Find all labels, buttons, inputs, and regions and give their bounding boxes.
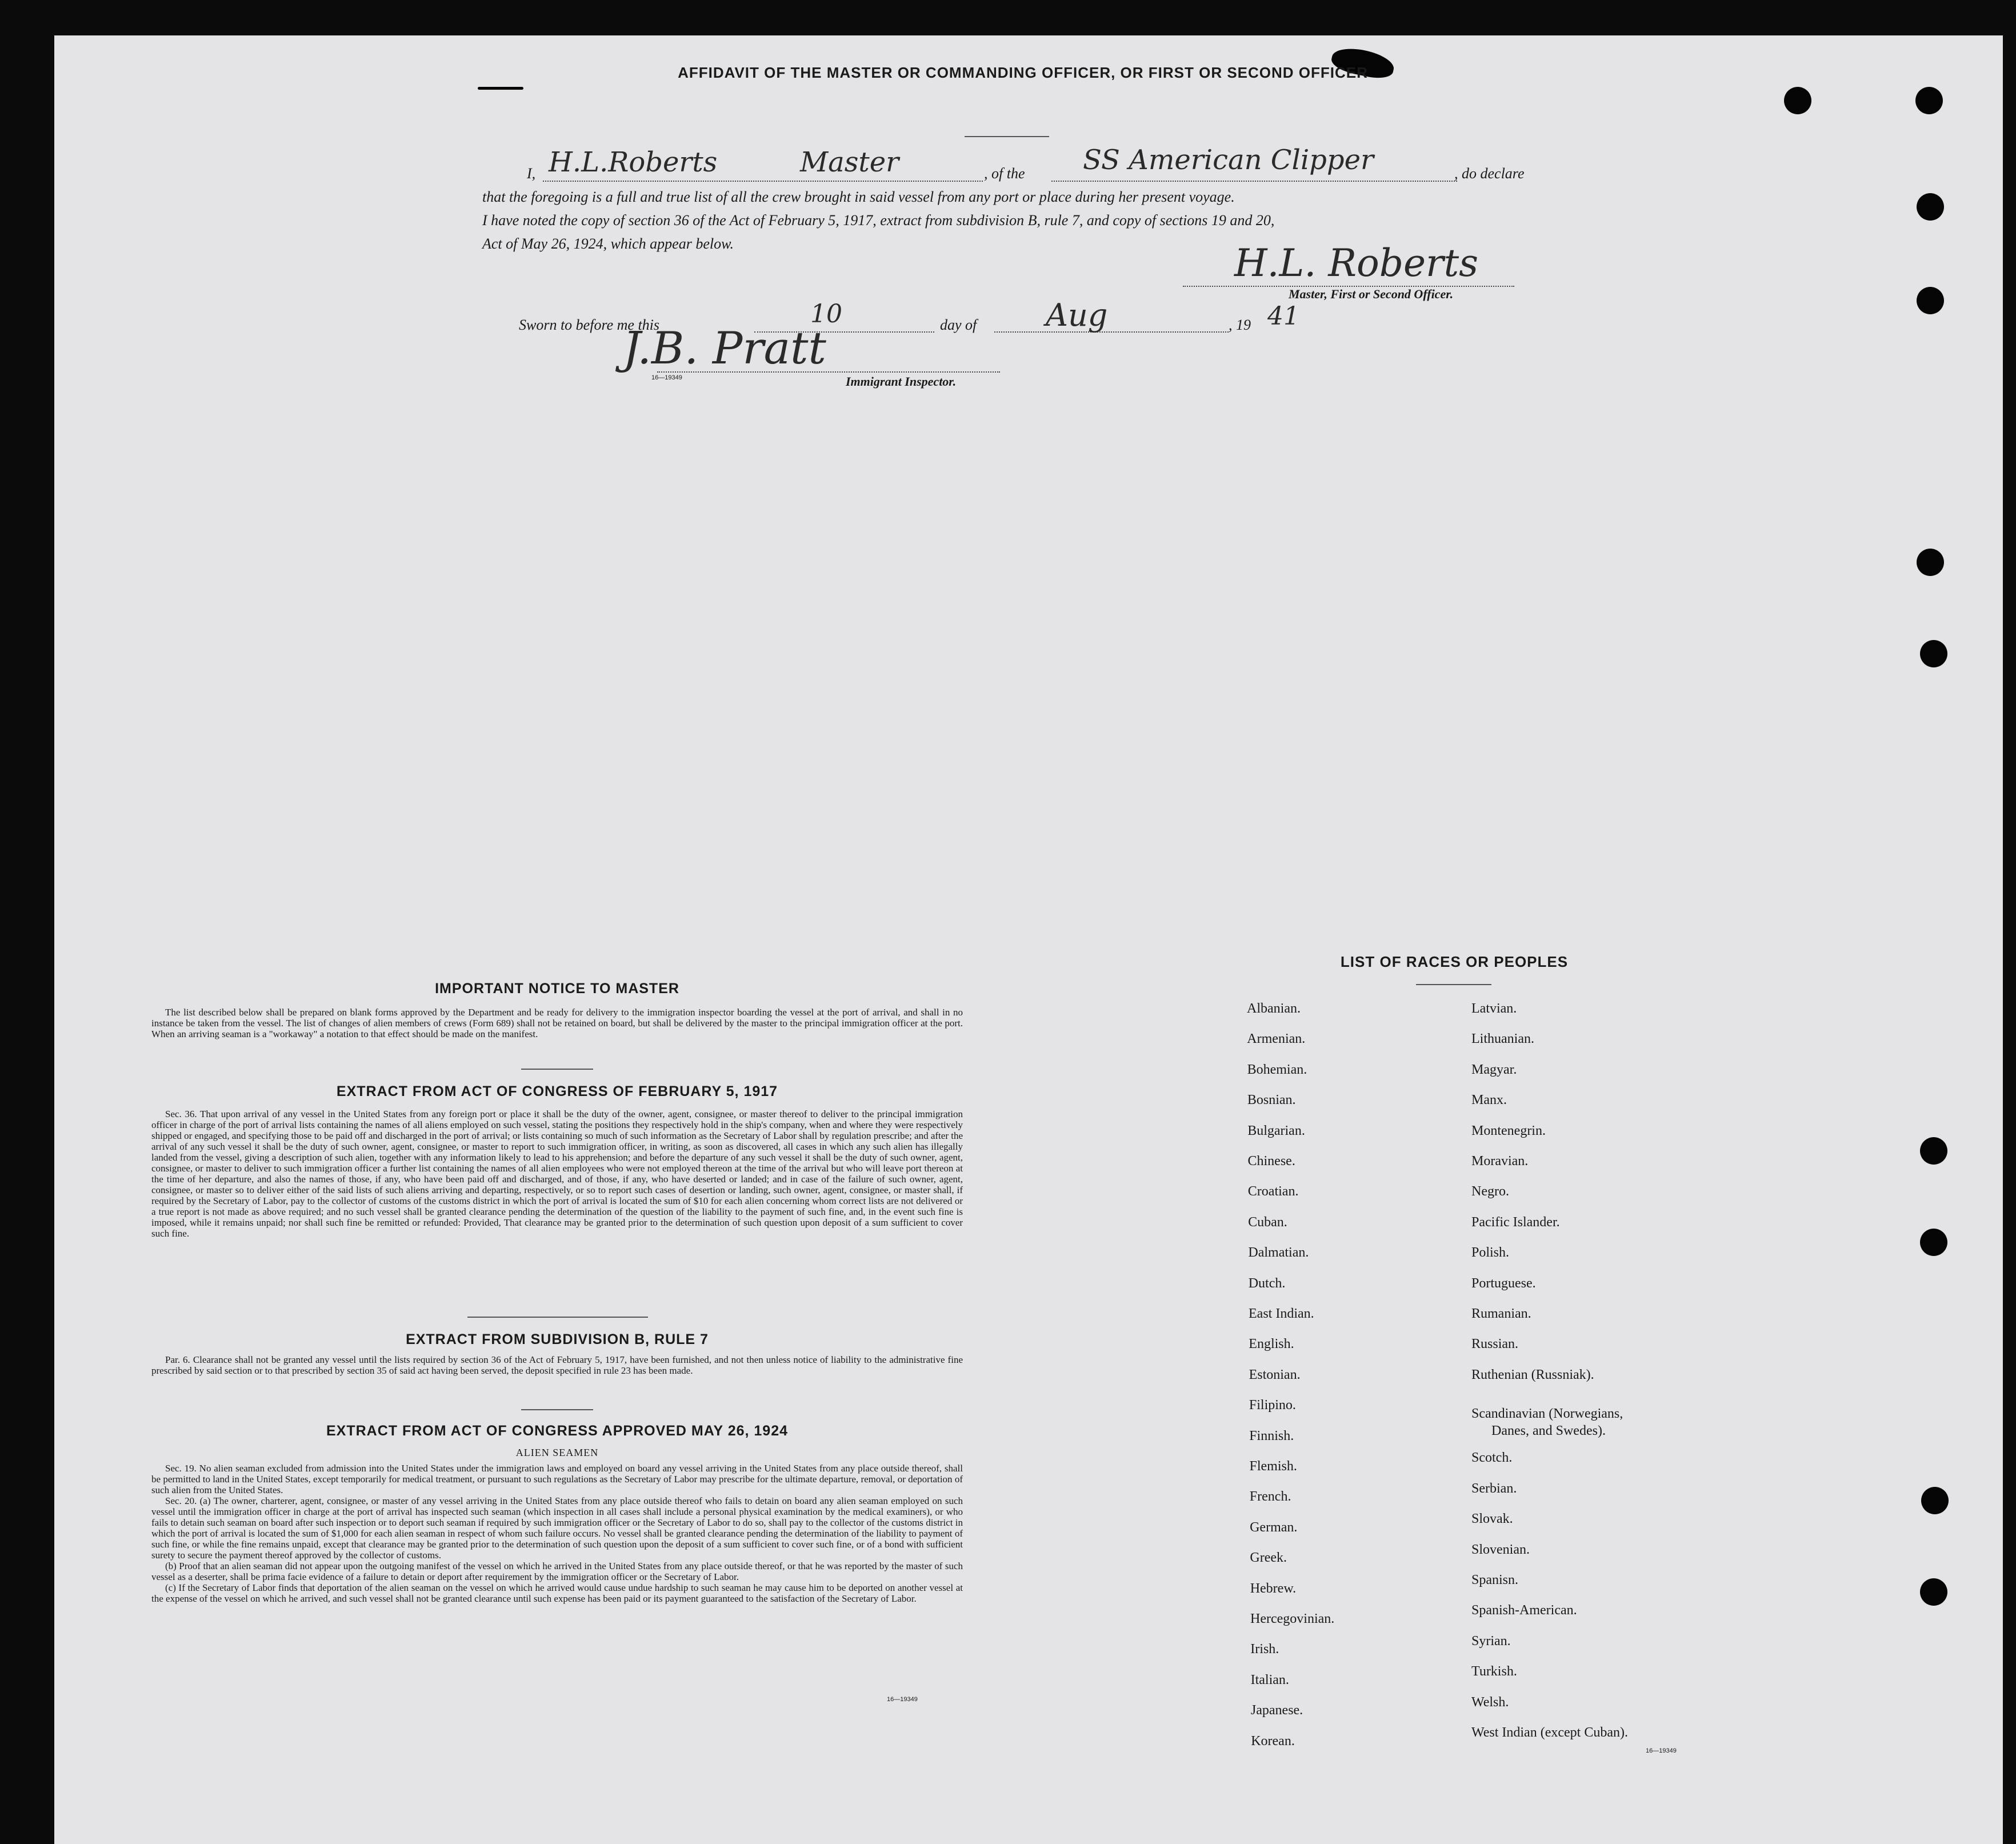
subdivision-b-text	[151, 1354, 963, 1376]
day-handwritten: 10	[810, 299, 842, 329]
alien-seamen-subtitle: ALIEN SEAMEN	[515, 1447, 599, 1458]
section-rule	[521, 1409, 593, 1410]
races-title: LIST OF RACES OR PEOPLES	[1340, 953, 1569, 970]
race-item: Latvian.	[1471, 1001, 1517, 1016]
race-item: Slovak.	[1471, 1511, 1513, 1527]
extract-1917-text	[151, 1109, 963, 1239]
races-form-number: 16—19349	[1646, 1747, 1677, 1754]
race-item: Negro.	[1471, 1184, 1509, 1199]
race-item: Dalmatian.	[1248, 1245, 1309, 1261]
notice-title: IMPORTANT NOTICE TO MASTER	[435, 981, 679, 997]
race-item: Magyar.	[1471, 1062, 1517, 1077]
day-of-label: day of	[940, 317, 977, 333]
race-item: West Indian (except Cuban).	[1471, 1725, 1628, 1740]
section-20a-paragraph: Sec. 20. (a) The owner, charterer, agent, consignee, or master of any vessel arriving in the United States from any place outside thereof who fails to detain on board any alien seaman employed on such vessel until the immigration officer in charge at the port of arrival has inspected such seaman (which inspection in all cases shall include a personal physical examination by the medical examiners), or who fails to detain such seaman on board after such inspection or to deport such seaman if required by such immigration officer or the Secretary of Labor to do so, shall pay to the collector of the customs district in which the port of arrival is located the sum of $1,000 for each alien seaman in respect of whom such failure occurs. No vessel shall be granted clearance pending the determination of the liability to payment of such fine, or while the fine remains unpaid, except that clearance may be granted prior to the determination of such question upon the deposit of a sum sufficient to cover such fine, or of a bond with sufficient surety to secure the payment thereof approved by the collector of customs.	[151, 1495, 963, 1561]
binder-hole	[1784, 87, 1811, 114]
race-item: Welsh.	[1471, 1694, 1509, 1710]
inspector-line	[657, 371, 1000, 373]
sworn-label: Sworn to before me this	[519, 317, 660, 333]
race-item: Japanese.	[1250, 1703, 1303, 1718]
section-36-paragraph: Sec. 36. That upon arrival of any vessel in the United States from any foreign port or place it shall be the duty of the owner, agent, consignee, or master thereof to deliver to the principal immigration officer in charge of the port of arrival lists containing the names of all aliens employed on such vessel, stating the positions they respectively hold in the ship's company, when and where they were respectively shipped or engaged, and specifying those to be paid off and discharged in the port of arrival; or lists containing so much of such information as the Secretary of Labor shall by regulation prescribe; and after the arrival of any such vessel it shall be the duty of such owner, agent, consignee, or master to report to such immigration officer, in writing, as soon as discovered, all cases in which any such alien has illegally landed from the vessel, giving a description of such alien, together with any information likely to lead to his apprehension; and before the departure of any such vessel it shall be the duty of such owner, agent, consignee, or master to deliver to such immigration officer a further list containing the names of all alien employees who were not employed thereon at the time of the arrival but who will leave port thereon at the time of her departure, and also the names of those, if any, who have been paid off and discharged, and of those, if any, who have deserted or landed; and in case of the failure of such owner, agent, consignee, or master so to deliver either of the said lists of such aliens arriving and departing, respectively, or so to report such cases of desertion or landing, such owner, agent, consignee, or master shall, if required by the Secretary of Labor, pay to the collector of customs of the customs district in which the port of arrival is located the sum of $10 for each alien concerning whom correct lists are not delivered or a true report is not made as above required; and no such vessel shall be granted clearance pending the determination of the question of the liability to the payment of such fine, and, in the event such fine is imposed, while it remains unpaid; nor shall such fine be remitted or refunded: Provided, That clearance may be granted prior to the determination of such question upon deposit of a sum sufficient to cover such fine.	[151, 1109, 963, 1239]
race-item: Irish.	[1250, 1642, 1279, 1657]
binder-hole	[1915, 87, 1943, 114]
race-item: Korean.	[1251, 1733, 1295, 1749]
vessel-line	[1051, 181, 1457, 182]
race-item: Moravian.	[1471, 1154, 1529, 1169]
vessel-name-handwritten: SS American Clipper	[1083, 144, 1374, 176]
affidavit-i: I,	[527, 165, 536, 182]
race-item: French.	[1249, 1489, 1291, 1505]
section-20b-paragraph: (b) Proof that an alien seaman did not appear upon the outgoing manifest of the vessel on which he arrived in the United States from any place outside thereof, or that he was reported by the master of such vessel as a deserter, shall be prima facie evidence of a failure to detain or deport after requirement by the immigration officer or the Secretary of Labor.	[151, 1561, 963, 1582]
race-item: Manx.	[1471, 1093, 1507, 1108]
affidavit-form-number: 16—19349	[651, 374, 682, 381]
race-item: Portuguese.	[1471, 1275, 1536, 1291]
rank-handwritten: Master	[800, 146, 899, 178]
race-item: Filipino.	[1249, 1398, 1296, 1413]
race-item: Finnish.	[1249, 1428, 1294, 1443]
race-item: Greek.	[1250, 1550, 1287, 1566]
extract-1924-text	[151, 1463, 963, 1604]
name-line	[543, 181, 983, 182]
title-rule	[965, 136, 1049, 137]
races-title-rule	[1416, 984, 1491, 985]
master-name-handwritten: H.L.Roberts	[549, 146, 718, 178]
paragraph-6: Par. 6. Clearance shall not be granted any vessel until the lists required by section 36 of the Act of February 5, 1917, have been furnished, and not then unless notice of liability to the administrative fine prescribed by said section or to that prescribed by section 35 of said act having been served, the deposit specified in rule 23 has been made.	[151, 1354, 963, 1376]
race-item: Lithuanian.	[1471, 1031, 1534, 1047]
race-item: Dutch.	[1248, 1275, 1286, 1291]
extract-1917-title: EXTRACT FROM ACT OF CONGRESS OF FEBRUARY 5, 1917	[336, 1083, 778, 1099]
race-item: Italian.	[1250, 1672, 1289, 1687]
race-item: Ruthenian (Russniak).	[1471, 1367, 1594, 1382]
race-item: Turkish.	[1471, 1664, 1517, 1679]
section-20c-paragraph: (c) If the Secretary of Labor finds that deportation of the alien seaman on the vessel on which he arrived would cause undue hardship to such seaman he may cause him to be deported on another vessel at the expense of the vessel on which he arrived, and such vessel shall not be granted clearance until such expense has been paid or its payment guaranteed to the satisfaction of the Secretary of Labor.	[151, 1582, 963, 1604]
binder-hole	[1921, 1487, 1949, 1514]
race-item: Polish.	[1471, 1245, 1510, 1261]
race-item: East Indian.	[1249, 1306, 1314, 1321]
race-item: Hebrew.	[1250, 1581, 1297, 1596]
race-item: Spanisn.	[1471, 1572, 1519, 1587]
notice-text	[151, 1007, 963, 1039]
affidavit-title: AFFIDAVIT OF THE MASTER OR COMMANDING OFFICER, OR FIRST OR SECOND OFFICER	[678, 64, 1368, 81]
race-item: Pacific Islander.	[1471, 1214, 1560, 1230]
signature-caption: Master, First or Second Officer.	[1289, 287, 1454, 301]
month-handwritten: Aug	[1046, 297, 1108, 333]
race-item: Bosnian.	[1247, 1093, 1296, 1108]
race-item: Rumanian.	[1471, 1306, 1531, 1321]
race-item: Syrian.	[1471, 1633, 1511, 1649]
extract-1924-title: EXTRACT FROM ACT OF CONGRESS APPROVED MAY 26, 1924	[326, 1423, 789, 1439]
race-item: German.	[1250, 1519, 1298, 1535]
notice-paragraph: The list described below shall be prepared on blank forms approved by the Department and be ready for delivery to the immigration inspector boarding the vessel at the port of arrival, and shall in no instance be taken from the vessel. The list of changes of alien members of crews (Form 689) shall not be retained on board, but shall be delivered by the master to the principal immigration officer at the port. When an arriving seaman is a "workaway" a notation to that effect should be made on the manifest.	[151, 1007, 963, 1039]
binder-hole	[1917, 287, 1944, 314]
race-item: Danes, and Swedes).	[1491, 1423, 1606, 1438]
race-item: English.	[1249, 1337, 1294, 1352]
master-signature: H.L. Roberts	[1234, 241, 1479, 285]
affidavit-line-2: that the foregoing is a full and true list of all the crew brought in said vessel from any port or place during her present voyage.	[482, 189, 1235, 205]
race-item: Cuban.	[1248, 1214, 1287, 1230]
ink-mark	[478, 87, 523, 90]
do-declare-label: , do declare	[1454, 165, 1525, 182]
section-rule	[521, 1069, 593, 1070]
year-handwritten: 41	[1267, 302, 1299, 331]
binder-hole	[1920, 1578, 1947, 1606]
binder-hole	[1917, 549, 1944, 576]
race-item: Croatian.	[1247, 1184, 1299, 1199]
subdivision-b-title: EXTRACT FROM SUBDIVISION B, RULE 7	[406, 1331, 709, 1347]
extract-form-number: 16—19349	[887, 1696, 918, 1703]
affidavit-line-4: Act of May 26, 1924, which appear below.	[482, 235, 734, 252]
race-item: Montenegrin.	[1471, 1123, 1546, 1138]
race-item: Scandinavian (Norwegians,	[1471, 1406, 1623, 1421]
month-line	[994, 331, 1229, 333]
race-item: Flemish.	[1249, 1459, 1297, 1474]
year-prefix: , 19	[1229, 317, 1251, 333]
race-item: Hercegovinian.	[1250, 1611, 1335, 1626]
race-item: Armenian.	[1247, 1031, 1306, 1047]
of-the-label: , of the	[984, 165, 1025, 182]
binder-hole	[1920, 640, 1947, 667]
race-item: Spanish-American.	[1471, 1603, 1577, 1618]
section-19-paragraph: Sec. 19. No alien seaman excluded from admission into the United States under the immigration laws and employed on board any vessel arriving in the United States from any place outside thereof, shall be permitted to land in the United States, except temporarily for medical treatment, or pursuant to such regulations as the Secretary of Labor may prescribe for the ultimate departure, removal, or deportation of such alien from the United States.	[151, 1463, 963, 1495]
race-item: Albanian.	[1247, 1001, 1301, 1016]
race-item: Scotch.	[1471, 1450, 1513, 1466]
race-item: Bohemian.	[1247, 1062, 1307, 1077]
affidavit-line-3: I have noted the copy of section 36 of the Act of February 5, 1917, extract from subdivision B, rule 7, and copy of sections 19 and 20,	[482, 212, 1275, 229]
race-item: Slovenian.	[1471, 1542, 1530, 1557]
binder-hole	[1917, 193, 1944, 221]
race-item: Estonian.	[1249, 1367, 1301, 1382]
inspector-signature: J.B. Pratt	[623, 323, 826, 374]
inspector-caption: Immigrant Inspector.	[846, 374, 957, 389]
binder-hole	[1920, 1229, 1947, 1256]
binder-hole	[1920, 1137, 1947, 1165]
race-item: Serbian.	[1471, 1481, 1517, 1496]
section-rule	[467, 1317, 648, 1318]
race-item: Chinese.	[1247, 1154, 1295, 1169]
race-item: Russian.	[1471, 1337, 1519, 1352]
race-item: Bulgarian.	[1247, 1123, 1305, 1138]
